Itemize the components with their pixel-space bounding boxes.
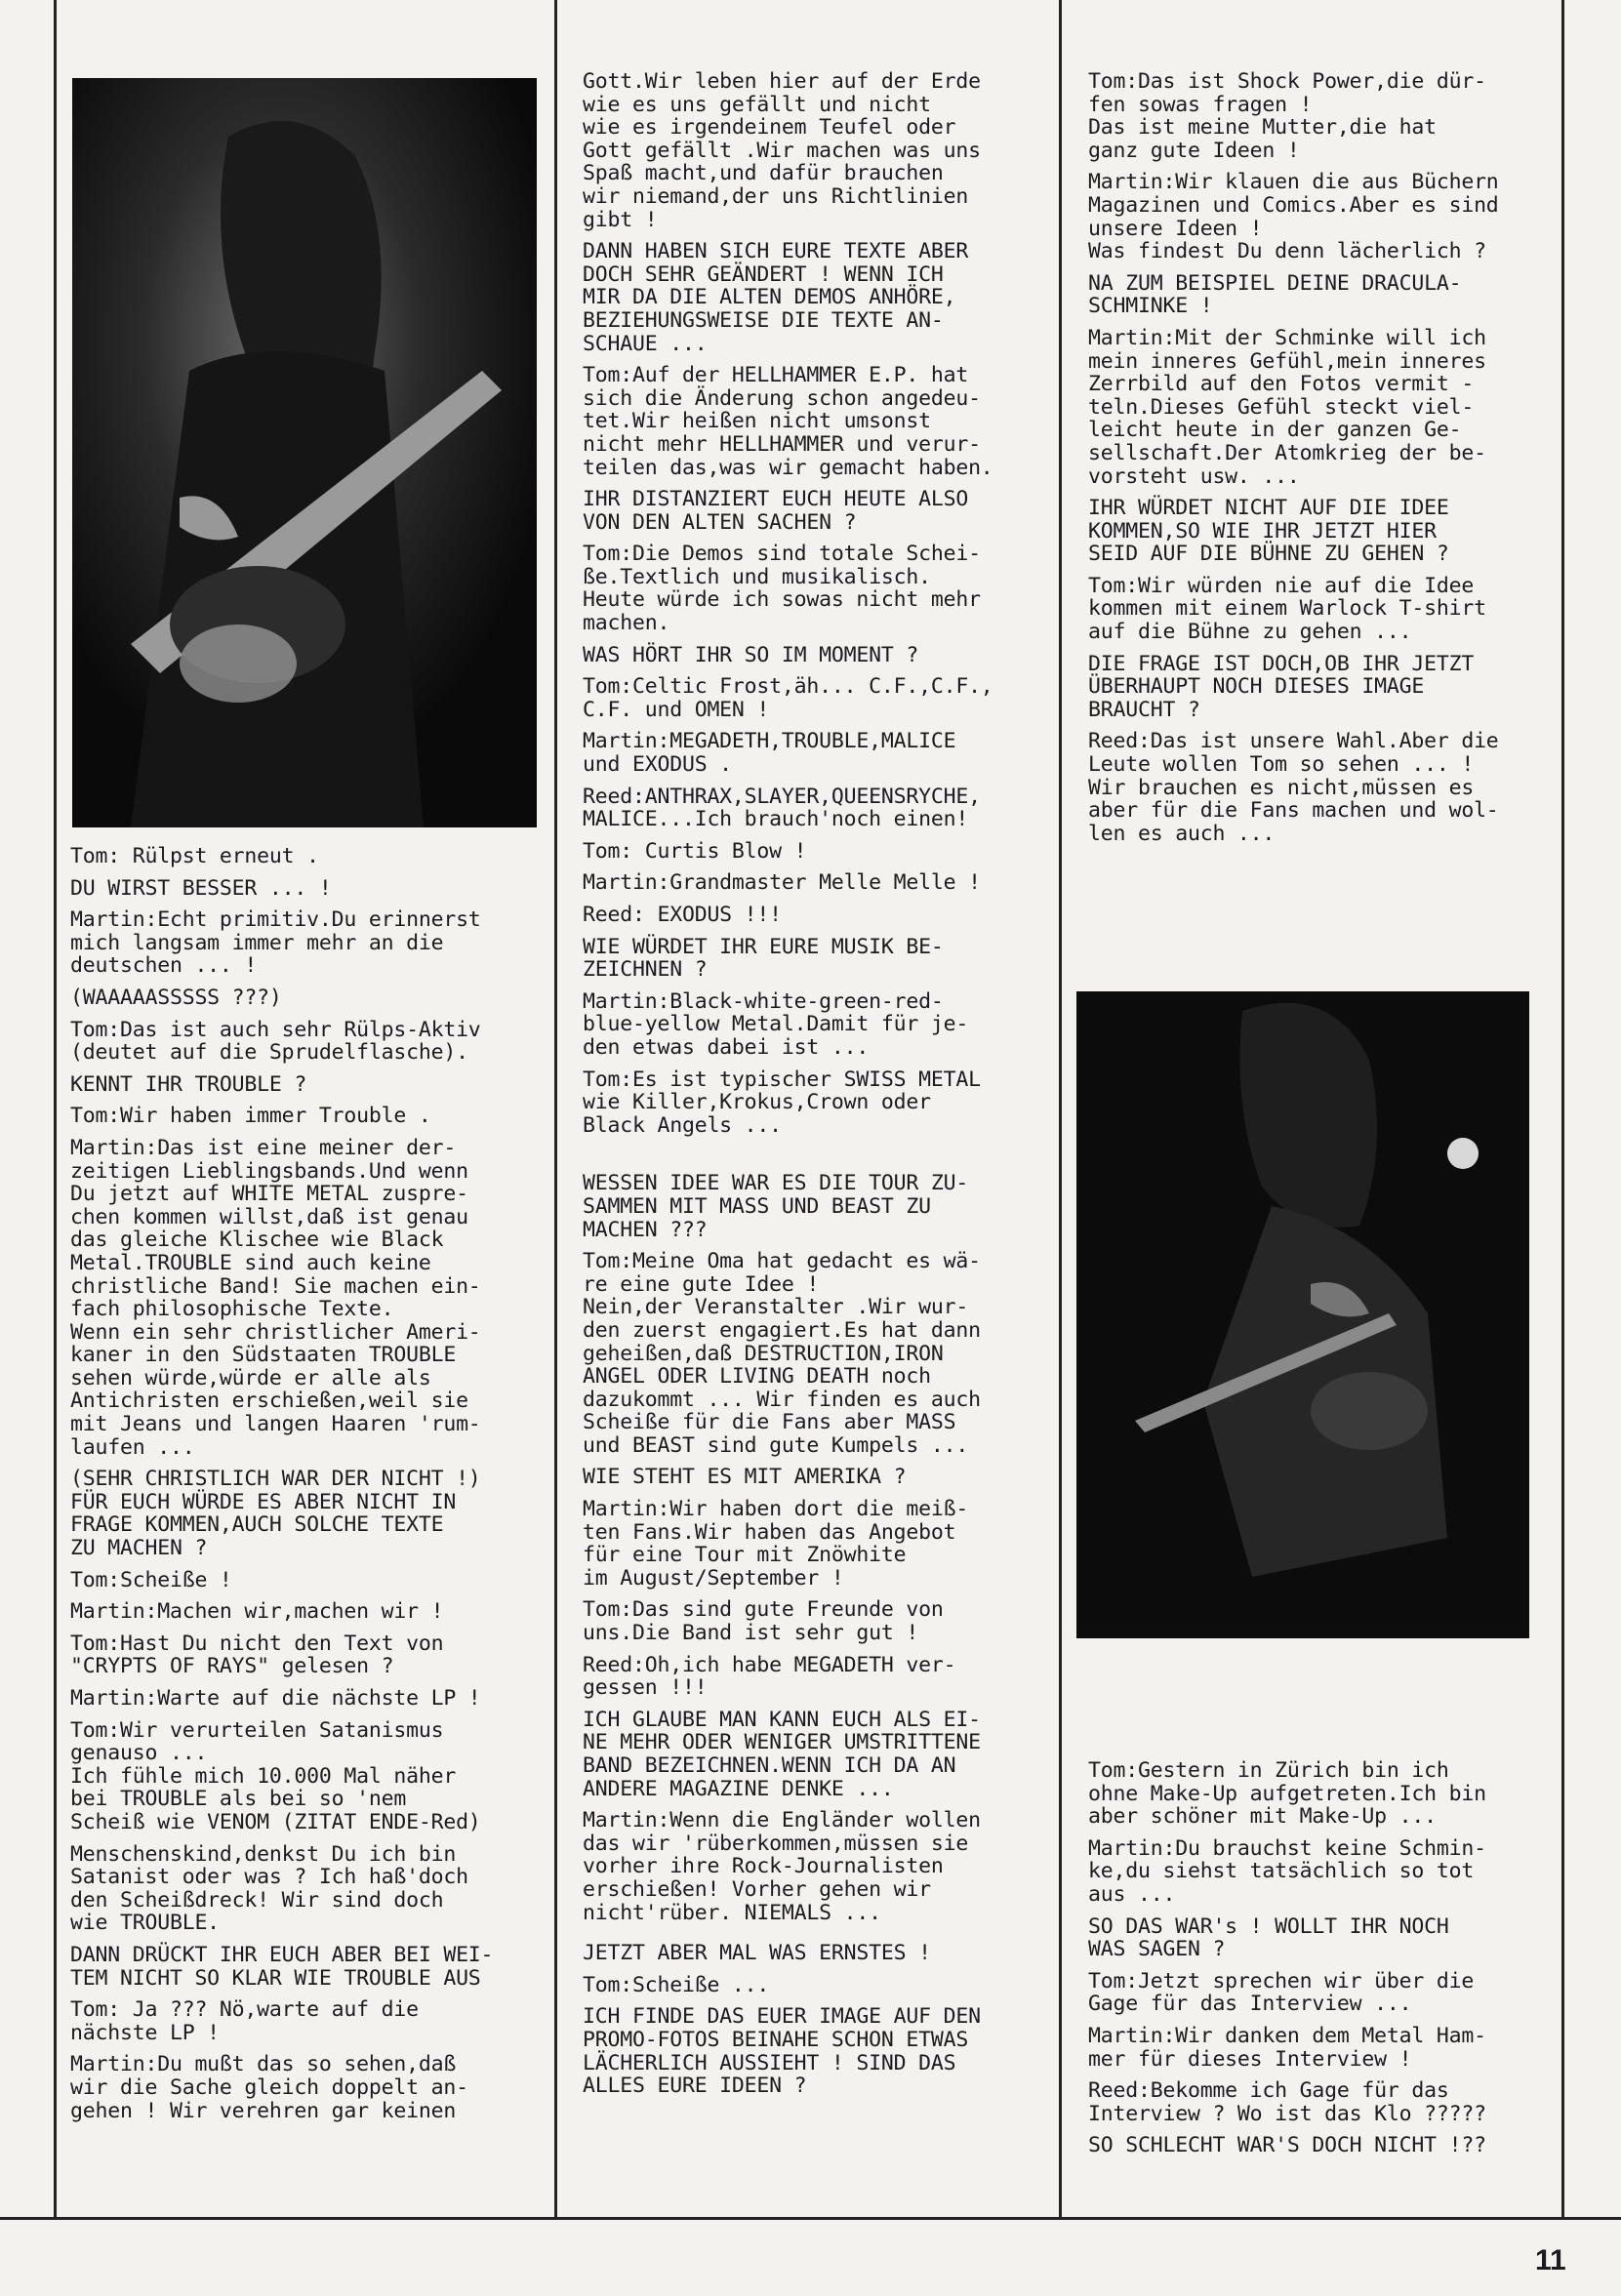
paragraph: Reed:Das ist unsere Wahl.Aber die Leute wollen Tom so sehen ... ! Wir brauchen es nicht,müssen es aber für die Fans machen und wol- len es auch ... (1088, 729, 1499, 846)
paragraph: JETZT ABER MAL WAS ERNSTES ! (583, 1941, 931, 1966)
paragraph: Martin:Wenn die Engländer wollen das wir 'rüberkommen,müssen sie vorher ihre Rock-Journalisten erschießen! Vorher gehen wir nicht'rüber. NIEMALS ... (583, 1808, 981, 1925)
paragraph: WAS HÖRT IHR SO IM MOMENT ? (583, 642, 919, 667)
paragraph: Martin:Du mußt das so sehen,daß wir die Sache gleich doppelt an- gehen ! Wir verehren gar keinen (70, 2052, 468, 2123)
paragraph: Tom:Das ist auch sehr Rülps-Aktiv (deutet auf die Sprudelflasche). (70, 1017, 481, 1066)
paragraph: ICH FINDE DAS EUER IMAGE AUF DEN PROMO-FOTOS BEINAHE SCHON ETWAS LÄCHERLICH AUSSIEHT ! SIND DAS ALLES EURE IDEEN ? (583, 2004, 981, 2099)
paragraph: Tom:Gestern in Zürich bin ich ohne Make-Up aufgetreten.Ich bin aber schöner mit Make-Up ... (1088, 1758, 1486, 1830)
paragraph: Tom:Meine Oma hat gedacht es wä- re eine gute Idee ! Nein,der Veranstalter .Wir wur- den zuerst engagiert.Es hat dann geheißen,daß DESTRUCTION,IRON ANGEL ODER LIVING DEATH noch dazukommt ... Wir finden es auch Scheiße für die Fans aber MASS und BEAST sind gute Kumpels ... (583, 1249, 981, 1458)
column-1 (70, 845, 548, 2131)
column-rule-mid-right (1059, 0, 1062, 2217)
paragraph: NA ZUM BEISPIEL DEINE DRACULA- SCHMINKE ! (1088, 270, 1462, 319)
paragraph: Martin:Echt primitiv.Du erinnerst mich langsam immer mehr an die deutschen ... ! (70, 907, 481, 979)
column-rule-left (54, 0, 57, 2217)
paragraph: ICH GLAUBE MAN KANN EUCH ALS EI- NE MEHR ODER WENIGER UMSTRITTENE BAND BEZEICHNEN.WENN ICH DA AN ANDERE MAGAZINE DENKE ... (583, 1707, 981, 1801)
paragraph: Reed:ANTHRAX,SLAYER,QUEENSRYCHE, MALICE...Ich brauch'noch einen! (583, 784, 981, 832)
paragraph: Reed:Bekomme ich Gage für das Interview ? Wo ist das Klo ????? (1088, 2078, 1486, 2126)
paragraph: Tom:Es ist typischer SWISS METAL wie Killer,Krokus,Crown oder Black Angels ... (583, 1067, 981, 1138)
paragraph: WESSEN IDEE WAR ES DIE TOUR ZU- SAMMEN MIT MASS UND BEAST ZU MACHEN ??? (583, 1171, 969, 1242)
paragraph: Martin:Mit der Schminke will ich mein inneres Gefühl,mein inneres Zerrbild auf den Fotos vermit - teln.Dieses Gefühl steckt viel- leicht heute in der ganzen Ge- sellschaft.Der Atomkrieg der be- vorsteht usw. ... (1088, 325, 1486, 489)
guitarist-image (72, 78, 537, 827)
paragraph: Tom:Das ist Shock Power,die dür- fen sowas fragen ! Das ist meine Mutter,die hat ganz gute Ideen ! (1088, 69, 1486, 163)
paragraph: SO SCHLECHT WAR'S DOCH NICHT !?? (1088, 2133, 1486, 2158)
photo-bassist (1076, 991, 1529, 1638)
photo-guitarist (72, 78, 537, 827)
paragraph: Martin:Black-white-green-red- blue-yellow Metal.Damit für je- den etwas dabei ist ... (583, 988, 969, 1060)
paragraph: Tom:Hast Du nicht den Text von "CRYPTS OF RAYS" gelesen ? (70, 1631, 444, 1679)
bottom-rule (0, 2217, 1621, 2220)
paragraph: Martin:Wir haben dort die meiß- ten Fans.Wir haben das Angebot für eine Tour mit Znöwhite im August/September ! (583, 1497, 969, 1591)
paragraph: Martin:Wir danken dem Metal Ham- mer für dieses Interview ! (1088, 2023, 1486, 2072)
paragraph: WIE STEHT ES MIT AMERIKA ? (583, 1465, 907, 1490)
paragraph: IHR DISTANZIERT EUCH HEUTE ALSO VON DEN ALTEN SACHEN ? (583, 487, 969, 535)
paragraph: Martin:Machen wir,machen wir ! (70, 1599, 444, 1625)
column-3-lower (1088, 1759, 1566, 2166)
paragraph: IHR WÜRDET NICHT AUF DIE IDEE KOMMEN,SO WIE IHR JETZT HIER SEID AUF DIE BÜHNE ZU GEHEN ? (1088, 496, 1449, 567)
paragraph: DU WIRST BESSER ... ! (70, 875, 332, 901)
paragraph: Tom:Das sind gute Freunde von uns.Die Band ist sehr gut ! (583, 1597, 944, 1646)
paragraph: Reed:Oh,ich habe MEGADETH ver- gessen !!! (583, 1652, 956, 1701)
paragraph: Tom:Wir verurteilen Satanismus genauso ... Ich fühle mich 10.000 Mal näher bei TROUBLE als bei so 'nem Scheiß wie VENOM (ZITAT ENDE-Red) (70, 1717, 481, 1834)
paragraph: Reed: EXODUS !!! (583, 903, 782, 927)
paragraph: Gott.Wir leben hier auf der Erde wie es uns gefällt und nicht wie es irgendeinem Teufel oder Gott gefällt .Wir machen was uns Spaß macht,und dafür brauchen wir niemand,der uns Richtlinien gibt ! (583, 69, 981, 232)
column-2 (583, 70, 1056, 2107)
paragraph: SO DAS WAR's ! WOLLT IHR NOCH WAS SAGEN ? (1088, 1913, 1449, 1962)
paragraph: (WAAAAASSSSS ???) (70, 985, 282, 1010)
paragraph: Tom: Rülpst erneut . (70, 844, 319, 868)
paragraph: Martin:Das ist eine meiner der- zeitigen Lieblingsbands.Und wenn Du jetzt auf WHITE METAL zusprе- chen kommen willst,daß ist genau das gleiche Klischee wie Black Metal.TROUBLE sind auch keine christliche Band! Sie machen ein- fach philosophische Texte. Wenn ein sehr christlicher Ameri- kaner in den Südstaaten TROUBLE sehen würde,würde er alle als Antichristen erschießen,weil sie mit Jeans und langen Haaren 'rum- laufen ... (70, 1135, 481, 1460)
paragraph: Tom:Scheiße ... (583, 1972, 770, 1997)
column-rule-mid-left (554, 0, 557, 2217)
column-3-upper (1088, 70, 1566, 854)
paragraph: (SEHR CHRISTLICH WAR DER NICHT !) FÜR EUCH WÜRDE ES ABER NICHT IN FRAGE KOMMEN,AUCH SOLCHE TEXTE ZU MACHEN ? (70, 1467, 481, 1561)
paragraph: Tom:Auf der HELLHAMMER E.P. hat sich die Änderung schon angedeu- tet.Wir heißen nicht umsonst nicht mehr HELLHAMMER und verur- teilen das,was wir gemacht haben. (583, 363, 993, 480)
paragraph: DIE FRAGE IST DOCH,OB IHR JETZT ÜBERHAUPT NOCH DIESES IMAGE BRAUCHT ? (1088, 651, 1475, 722)
paragraph: DANN DRÜCKT IHR EUCH ABER BEI WEI- TEM NICHT SO KLAR WIE TROUBLE AUS (70, 1942, 494, 1991)
page-number: 11 (1535, 2244, 1566, 2276)
paragraph: KENNT IHR TROUBLE ? (70, 1071, 307, 1097)
paragraph: Tom:Celtic Frost,äh... C.F.,C.F., C.F. und OMEN ! (583, 674, 993, 722)
paragraph: Tom:Jetzt sprechen wir über die Gage für das Interview ... (1088, 1968, 1475, 2017)
paragraph: Tom: Ja ??? Nö,warte auf die nächste LP ! (70, 1997, 419, 2045)
paragraph: WIE WÜRDET IHR EURE MUSIK BE- ZEICHNEN ? (583, 934, 944, 983)
paragraph: Martin:Wir klauen die aus Büchern Magazinen und Comics.Aber es sind unsere Ideen ! Was findest Du denn lächerlich ? (1088, 170, 1499, 264)
paragraph: Martin:Warte auf die nächste LP ! (70, 1686, 481, 1711)
paragraph: Tom:Scheiße ! (70, 1567, 232, 1592)
paragraph: Tom: Curtis Blow ! (583, 838, 807, 864)
paragraph: Menschenskind,denkst Du ich bin Satanist oder was ? Ich haß'doch den Scheißdreck! Wir sind doch wie TROUBLE. (70, 1841, 468, 1936)
paragraph: Martin:MEGADETH,TROUBLE,MALICE und EXODUS . (583, 729, 956, 778)
paragraph: Tom:Die Demos sind totale Schei- ße.Textlich und musikalisch. Heute würde ich sowas nicht mehr machen. (583, 542, 981, 636)
paragraph: DANN HABEN SICH EURE TEXTE ABER DOCH SEHR GEÄNDERT ! WENN ICH MIR DA DIE ALTEN DEMOS ANHÖRE, BEZIEHUNGSWEISE DIE TEXTE AN- SCHAUE ... (583, 239, 969, 356)
paragraph: Tom:Wir würden nie auf die Idee kommen mit einem Warlock T-shirt auf die Bühne zu gehen ... (1088, 573, 1486, 645)
paragraph: Martin:Grandmaster Melle Melle ! (583, 870, 981, 896)
paragraph: Tom:Wir haben immer Trouble . (70, 1104, 431, 1129)
paragraph: Martin:Du brauchst keine Schmin- ke,du siehst tatsächlich so tot aus ... (1088, 1835, 1486, 1907)
bassist-image (1076, 991, 1529, 1638)
